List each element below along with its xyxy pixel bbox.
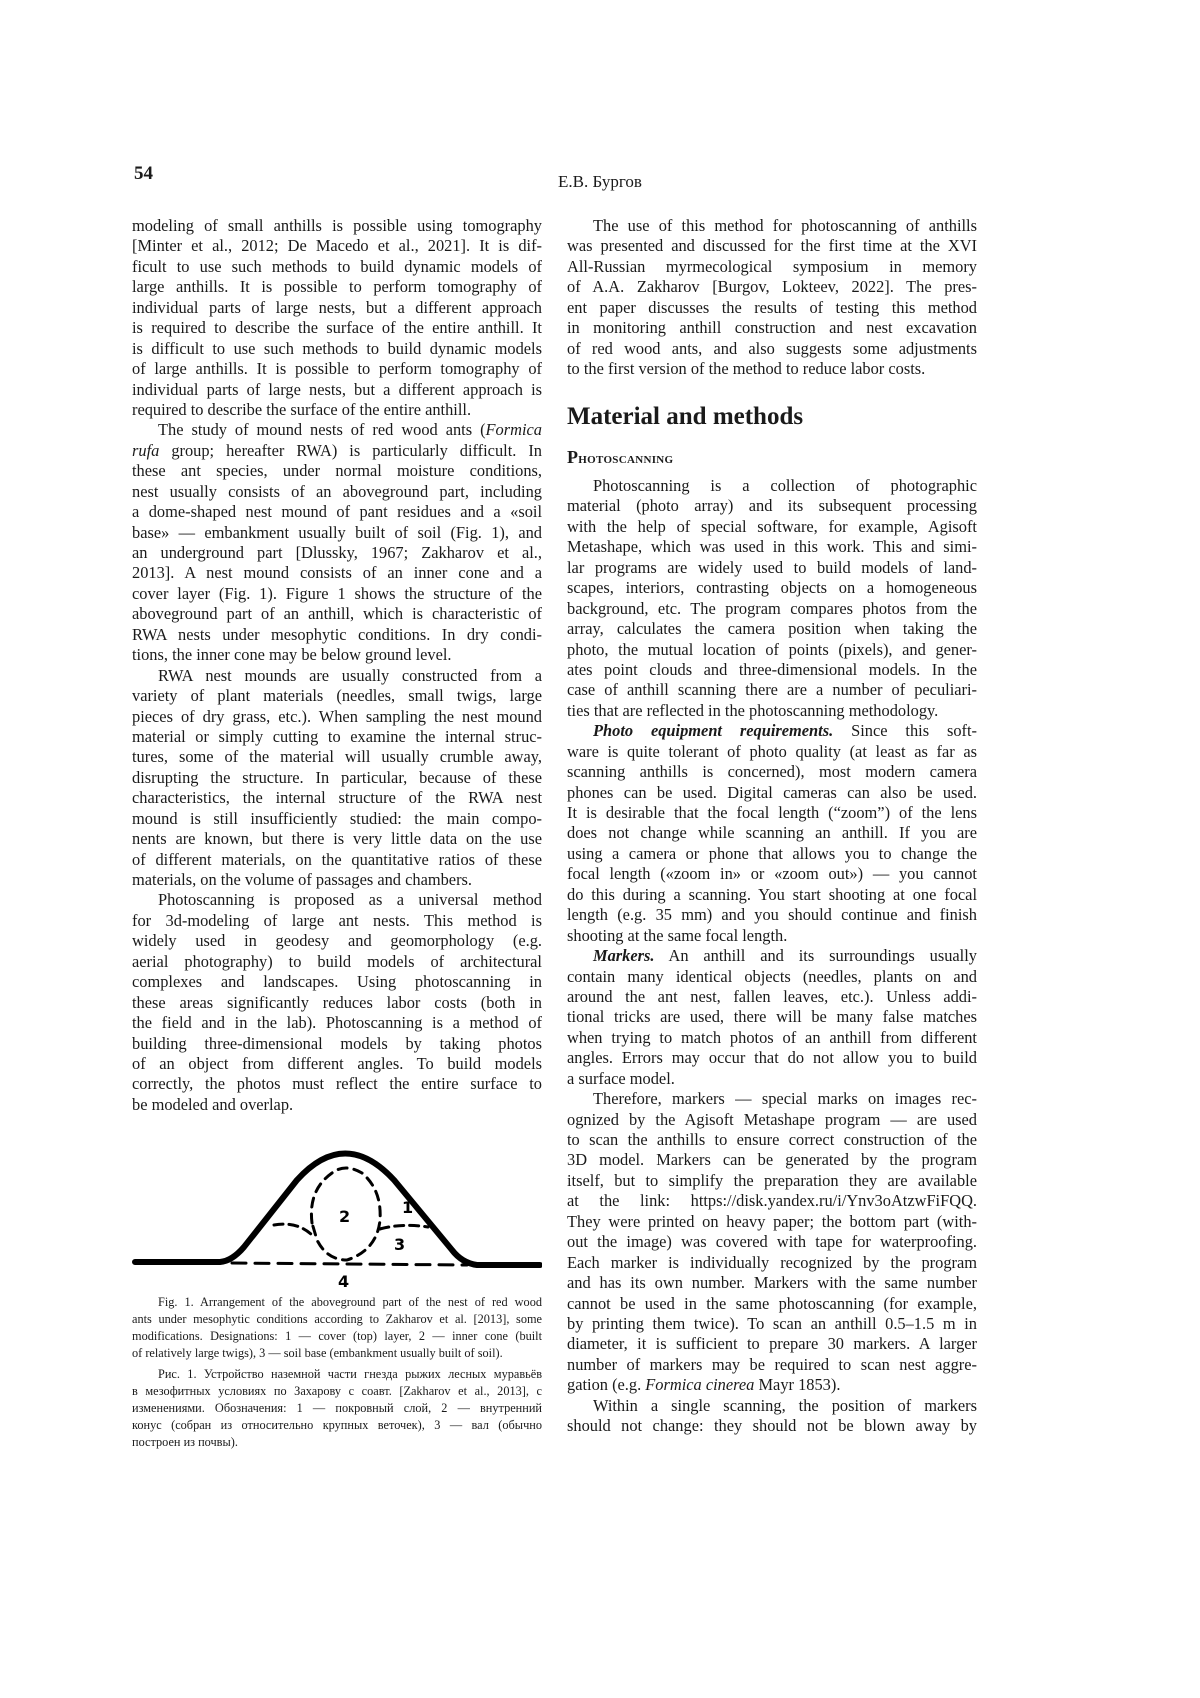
text-line: of an object from different angles. To build models xyxy=(132,1054,542,1074)
text-line: of A.A. Zakharov [Burgov, Lokteev, 2022]. The pres- xyxy=(567,277,977,297)
text-line: Markers. An anthill and its surroundings usually xyxy=(567,946,977,966)
left-column xyxy=(132,216,542,1115)
paragraph xyxy=(567,476,977,721)
text-line: correctly, the photos must reflect the entire surface to xyxy=(132,1074,542,1094)
text-line: individual parts of large nests, but a different approach is xyxy=(132,380,542,400)
text-line: Photoscanning is proposed as a universal method xyxy=(132,890,542,910)
caption-line: изменениями. Обозначения: 1 — покровный слой, 2 — внутренний xyxy=(132,1400,542,1417)
text-line: Within a single scanning, the position of markers xyxy=(567,1396,977,1416)
figure-label-3: 3 xyxy=(394,1235,405,1254)
figure-caption-english xyxy=(132,1294,542,1362)
text-line: of large anthills. It is possible to perform tomography of xyxy=(132,359,542,379)
text-line: in monitoring anthill construction and nest excavation xyxy=(567,318,977,338)
text-line: do this during a scanning. You start shooting at one focal xyxy=(567,885,977,905)
text-line: array, calculates the camera position when taking the xyxy=(567,619,977,639)
text-line: phones can be used. Digital cameras can also be used. xyxy=(567,783,977,803)
text-line: base» — embankment usually built of soil (Fig. 1), and xyxy=(132,523,542,543)
text-line: lar programs are widely used to build models of land- xyxy=(567,558,977,578)
text-line: should not change: they should not be blown away by xyxy=(567,1416,977,1436)
text-line: disrupting the structure. In particular, because of these xyxy=(132,768,542,788)
text-line: characteristics, the internal structure of the RWA nest xyxy=(132,788,542,808)
text-line: complexes and landscapes. Using photoscanning in xyxy=(132,972,542,992)
figure-label-1: 1 xyxy=(402,1198,413,1217)
paragraph xyxy=(132,666,542,891)
text-line: mound is still insufficiently studied: the main compo- xyxy=(132,809,542,829)
text-line: They were printed on heavy paper; the bottom part (with- xyxy=(567,1212,977,1232)
text-line: of different materials, on the quantitative ratios of these xyxy=(132,850,542,870)
text-line: length (e.g. 35 mm) and you should continue and finish xyxy=(567,905,977,925)
text-line: shooting at the same focal length. xyxy=(567,926,977,946)
figure-caption-russian xyxy=(132,1366,542,1451)
section-title: Material and methods xyxy=(567,402,803,432)
text-line: required to describe the surface of the entire anthill. xyxy=(132,400,542,420)
text-line: Photoscanning is a collection of photographic xyxy=(567,476,977,496)
text-line: nents are known, but there is very little data on the use xyxy=(132,829,542,849)
text-line: large anthills. It is possible to perform tomography of xyxy=(132,277,542,297)
paragraph xyxy=(132,420,542,665)
paragraph xyxy=(567,1089,977,1396)
page-number: 54 xyxy=(134,163,153,185)
text-line: 3D model. Markers can be generated by the program xyxy=(567,1150,977,1170)
text-line: is required to describe the surface of the entire anthill. It xyxy=(132,318,542,338)
text-line: to scan the anthills to ensure correct construction of the xyxy=(567,1130,977,1150)
text-line: material (photo array) and its subsequent processing xyxy=(567,496,977,516)
text-line: when trying to match photos of an anthill from different xyxy=(567,1028,977,1048)
text-line: with the help of special software, for example, Agisoft xyxy=(567,517,977,537)
caption-line: построен из почвы). xyxy=(132,1434,542,1451)
paragraph xyxy=(567,1396,977,1437)
subsection-title-rest: hotoscanning xyxy=(578,451,673,467)
text-line: contain many identical objects (needles, plants on and xyxy=(567,967,977,987)
figure-label-2: 2 xyxy=(339,1207,350,1226)
text-line: diameter, it is sufficient to prepare 30 markers. A larger xyxy=(567,1334,977,1354)
text-line: tional tricks are used, there will be many false matches xyxy=(567,1007,977,1027)
text-line: number of markers may be required to scan nest aggre- xyxy=(567,1355,977,1375)
cover-layer-left-dashed xyxy=(274,1224,312,1235)
text-line: cannot be used in the same photoscanning (for example, xyxy=(567,1294,977,1314)
paragraph xyxy=(567,946,977,1089)
text-line: out the image) was covered with tape for waterproofing. xyxy=(567,1232,977,1252)
text-line: ware is quite tolerant of photo quality (at least as far as xyxy=(567,742,977,762)
emphasis: rufa xyxy=(132,441,159,460)
text-line: ognized by the Agisoft Metashape program — are used xyxy=(567,1110,977,1130)
paragraph xyxy=(132,216,542,420)
right-column-body xyxy=(567,476,977,1437)
emphasis: Formica cinerea xyxy=(645,1375,754,1394)
text-line: be modeled and overlap. xyxy=(132,1095,542,1115)
paragraph xyxy=(567,721,977,946)
text-line: material or simply cutting to examine the internal struc- xyxy=(132,727,542,747)
text-line: building three-dimensional models by taking photos xyxy=(132,1034,542,1054)
subsection-title xyxy=(567,447,673,468)
text-line: these ant species, under normal moisture conditions, xyxy=(132,461,542,481)
text-line: cover layer (Fig. 1). Figure 1 shows the structure of the xyxy=(132,584,542,604)
text-line: Therefore, markers — special marks on images rec- xyxy=(567,1089,977,1109)
caption-line: of relatively large twigs), 3 — soil base (embankment usually built of soil). xyxy=(132,1345,542,1362)
emphasis: Formica xyxy=(486,420,542,439)
text-line: focal length («zoom in» or «zoom out») — you cannot xyxy=(567,864,977,884)
text-line: of red wood ants, and also suggests some adjustments xyxy=(567,339,977,359)
text-line: individual parts of large nests, but a different approach xyxy=(132,298,542,318)
text-line: widely used in geodesy and geomorphology (e.g. xyxy=(132,931,542,951)
text-line: modeling of small anthills is possible using tomography xyxy=(132,216,542,236)
running-head: Е.В. Бургов xyxy=(0,172,1200,192)
anthill-structure-figure xyxy=(132,1135,542,1295)
paragraph xyxy=(567,216,977,380)
text-line: The study of mound nests of red wood ants (Formica xyxy=(132,420,542,440)
text-line: angles. Errors may occur that do not allow you to build xyxy=(567,1048,977,1068)
text-line: scanning anthills is concerned), most modern camera xyxy=(567,762,977,782)
text-line: ties that are reflected in the photoscanning methodology. xyxy=(567,701,977,721)
subsection-title-initial: P xyxy=(567,447,578,467)
text-line: for 3d-modeling of large ant nests. This method is xyxy=(132,911,542,931)
text-line: was presented and discussed for the first time at the XVI xyxy=(567,236,977,256)
emphasis: Markers. xyxy=(593,946,654,965)
text-line: nest usually consists of an aboveground part, including xyxy=(132,482,542,502)
text-line: the field and in the lab). Photoscanning is a method of xyxy=(132,1013,542,1033)
text-line: background, etc. The program compares photos from the xyxy=(567,599,977,619)
text-line: using a camera or phone that allows you to change the xyxy=(567,844,977,864)
text-line: an underground part [Dlussky, 1967; Zakharov et al., xyxy=(132,543,542,563)
text-line: Each marker is individually recognized by the program xyxy=(567,1253,977,1273)
text-line: these areas significantly reduces labor costs (both in xyxy=(132,993,542,1013)
text-line: by printing them twice). To scan an anthill 0.5–1.5 m in xyxy=(567,1314,977,1334)
text-line: itself, but to simplify the preparation they are available xyxy=(567,1171,977,1191)
text-line: aboveground part of an anthill, which is characteristic of xyxy=(132,604,542,624)
text-line: tures, some of the material will usually crumble away, xyxy=(132,747,542,767)
text-line: The use of this method for photoscanning of anthills xyxy=(567,216,977,236)
text-line: variety of plant materials (needles, small twigs, large xyxy=(132,686,542,706)
soil-base-right-dashed xyxy=(380,1225,428,1229)
text-line: gation (e.g. Formica cinerea Mayr 1853). xyxy=(567,1375,977,1395)
caption-line: modifications. Designations: 1 — cover (top) layer, 2 — inner cone (built xyxy=(132,1328,542,1345)
text-line: a surface model. xyxy=(567,1069,977,1089)
text-line: to the first version of the method to reduce labor costs. xyxy=(567,359,977,379)
text-line: scapes, interiors, contrasting objects on a homogeneous xyxy=(567,578,977,598)
text-line: materials, on the volume of passages and chambers. xyxy=(132,870,542,890)
caption-line: конус (собран из относительно крупных веточек), 3 — вал (обычно xyxy=(132,1417,542,1434)
paragraph xyxy=(132,890,542,1115)
text-line: RWA nest mounds are usually constructed from a xyxy=(132,666,542,686)
caption-line: Рис. 1. Устройство наземной части гнезда рыжих лесных муравьёв xyxy=(132,1366,542,1383)
text-line: ates point clouds and three-dimensional models. In the xyxy=(567,660,977,680)
caption-line: Fig. 1. Arrangement of the aboveground part of the nest of red wood xyxy=(132,1294,542,1311)
right-column-intro xyxy=(567,216,977,380)
text-line: RWA nests under mesophytic conditions. In dry condi- xyxy=(132,625,542,645)
caption-line: в мезофитных условиях по Захарову с соавт. [Zakharov et al., 2013], с xyxy=(132,1383,542,1400)
text-line: a dome-shaped nest mound of pant residues and a «soil xyxy=(132,502,542,522)
text-line: All-Russian myrmecological symposium in memory xyxy=(567,257,977,277)
text-line: 2013]. A nest mound consists of an inner cone and a xyxy=(132,563,542,583)
text-line: aerial photography) to build models of architectural xyxy=(132,952,542,972)
text-line: ficult to use such methods to build dynamic models of xyxy=(132,257,542,277)
emphasis: Photo equipment requirements. xyxy=(593,721,833,740)
text-line: pieces of dry grass, etc.). When sampling the nest mound xyxy=(132,707,542,727)
text-line: at the link: https://disk.yandex.ru/i/Ynv3oAtzwFiFQQ. xyxy=(567,1191,977,1211)
text-line: tions, the inner cone may be below ground level. xyxy=(132,645,542,665)
text-line: [Minter et al., 2012; De Macedo et al., 2021]. It is dif- xyxy=(132,236,542,256)
caption-line: ants under mesophytic conditions according to Zakharov et al. [2013], some xyxy=(132,1311,542,1328)
soil-level-dashed-line xyxy=(232,1263,467,1265)
text-line: case of anthill scanning there are a number of peculiari- xyxy=(567,680,977,700)
text-line: It is desirable that the focal length (“zoom”) of the lens xyxy=(567,803,977,823)
text-line: photo, the mutual location of points (pixels), and gener- xyxy=(567,640,977,660)
text-line: is difficult to use such methods to build dynamic models xyxy=(132,339,542,359)
figure-label-4: 4 xyxy=(338,1272,349,1291)
text-line: Metashape, which was used in this work. This and simi- xyxy=(567,537,977,557)
text-line: rufa group; hereafter RWA) is particularly difficult. In xyxy=(132,441,542,461)
text-line: around the ant nest, fallen leaves, etc.). Unless addi- xyxy=(567,987,977,1007)
text-line: does not change while scanning an anthill. If you are xyxy=(567,823,977,843)
text-line: ent paper discusses the results of testing this method xyxy=(567,298,977,318)
text-line: Photo equipment requirements. Since this soft- xyxy=(567,721,977,741)
text-line: and has its own number. Markers with the same number xyxy=(567,1273,977,1293)
